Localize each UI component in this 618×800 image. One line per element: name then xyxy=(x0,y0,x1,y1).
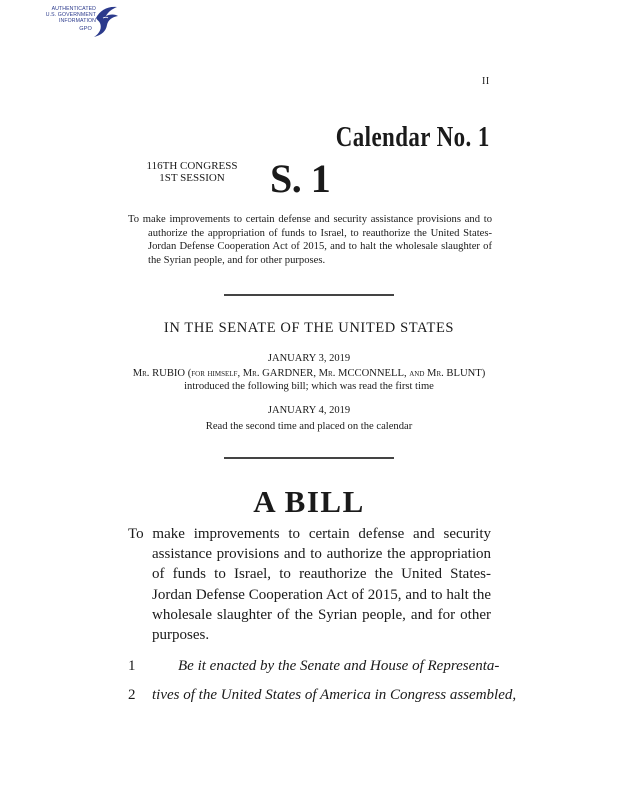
short-title xyxy=(128,213,492,267)
calendar-number: Calendar No. 1 xyxy=(336,122,490,153)
bill-heading: A BILL xyxy=(253,484,365,519)
long-title-text: To make improvements to certain defense and security assistance provisions and to authorize the appropriation of funds to Israel, to reauthorize the United States-Jordan Defense Cooperation Act of 2015, and to halt the wholesale slaughter of the Syrian people, and for other purposes. xyxy=(128,526,491,644)
logo-line-gpo: GPO xyxy=(79,26,92,32)
second-reading-statement: Read the second time and placed on the calendar xyxy=(205,421,413,432)
enacting-text: Be it enacted by the Senate and House of Representa- xyxy=(178,658,500,674)
eagle-icon xyxy=(90,4,120,38)
line-number: 2 xyxy=(128,687,136,703)
bill-number: S. 1 xyxy=(270,156,331,201)
logo-text xyxy=(28,6,96,32)
first-reading-line: introduced the following bill; which was read the first time xyxy=(184,381,434,392)
second-reading-date: JANUARY 4, 2019 xyxy=(267,405,351,416)
sponsor-statement xyxy=(0,367,618,393)
congress-label: 116TH CONGRESS xyxy=(146,160,238,172)
chamber-heading: IN THE SENATE OF THE UNITED STATES xyxy=(163,320,455,336)
long-title xyxy=(128,524,491,645)
congress-session xyxy=(142,160,242,184)
line-number: 1 xyxy=(128,658,136,674)
introduction-date: JANUARY 3, 2019 xyxy=(267,353,351,364)
session-label: 1ST SESSION xyxy=(159,172,225,184)
bill-version: II xyxy=(482,76,490,87)
enacting-line xyxy=(128,681,517,710)
divider-rule xyxy=(224,457,394,459)
enacting-line xyxy=(128,652,500,681)
enacting-text: tives of the United States of America in Congress assembled, xyxy=(152,687,517,703)
logo-line-government: U.S. GOVERNMENT xyxy=(45,12,96,18)
logo-line-information: INFORMATION xyxy=(58,18,96,24)
enacting-clause xyxy=(128,652,517,710)
divider-rule xyxy=(224,294,394,296)
short-title-text: To make improvements to certain defense and security assistance provisions and to authorize the appropriation of funds to Israel, to reauthorize the United States-Jordan Defense Cooperation Act of 2015, and to halt the wholesale slaughter of the Syrian people, and for other purposes. xyxy=(128,214,492,266)
sponsor-line: Mr. RUBIO (for himself, Mr. GARDNER, Mr. MCCONNELL, and Mr. BLUNT) xyxy=(132,368,486,379)
logo-line-authenticated: AUTHENTICATED xyxy=(51,6,96,12)
gpo-authentication-logo xyxy=(28,4,120,40)
